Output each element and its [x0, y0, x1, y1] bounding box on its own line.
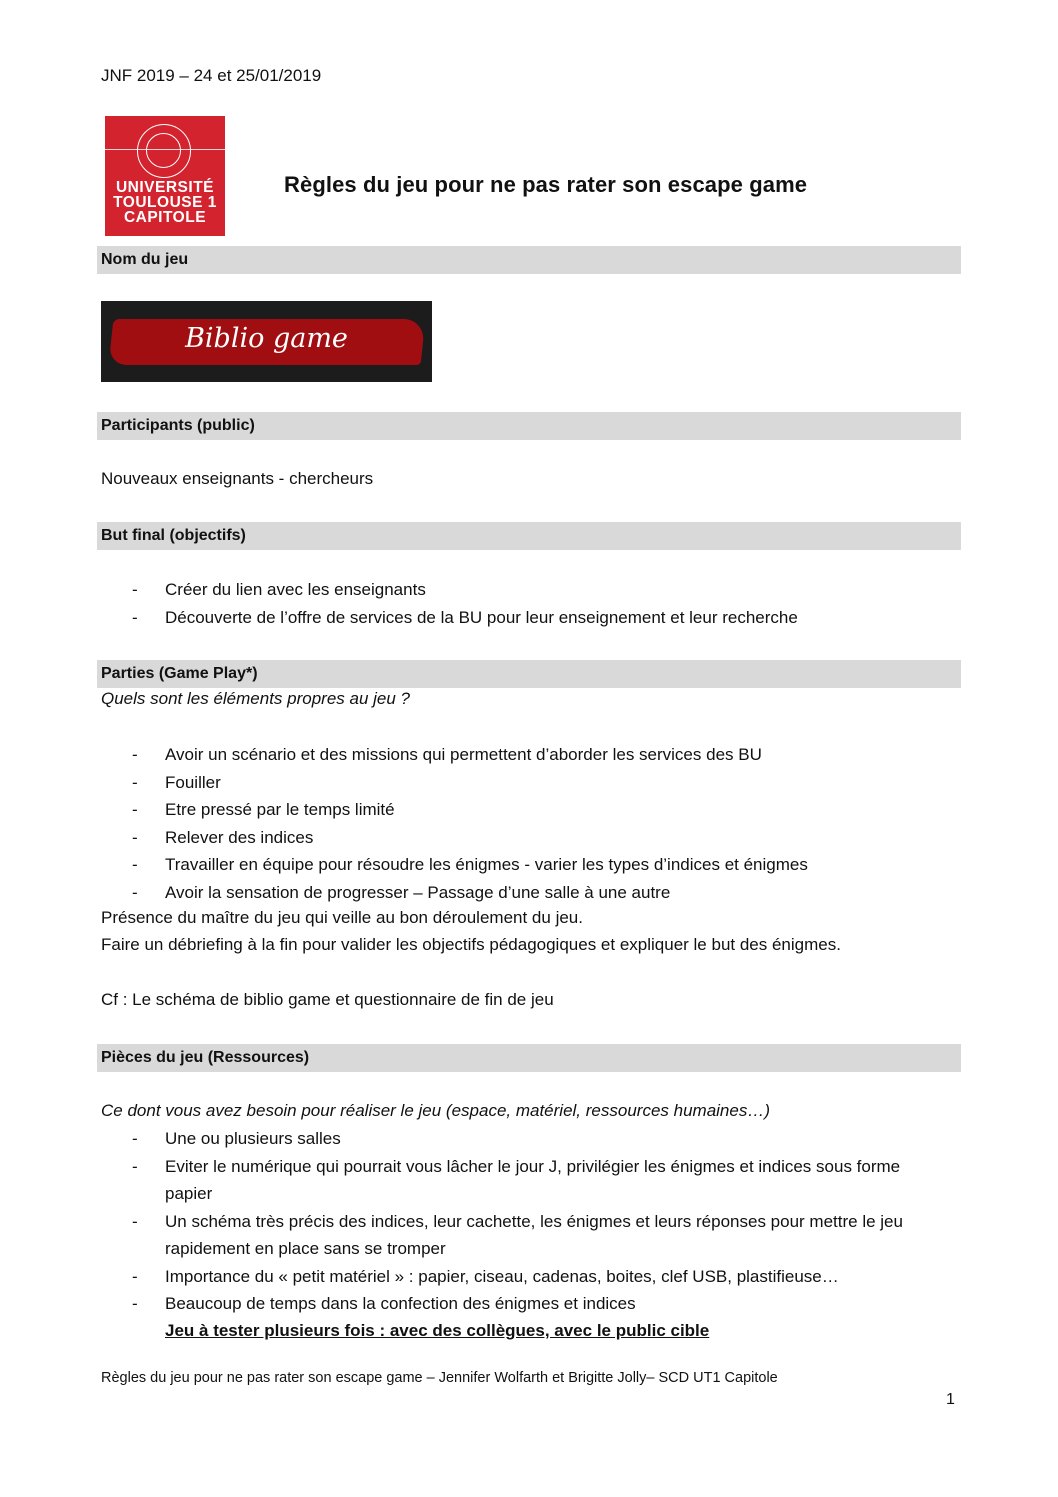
list-item: - Créer du lien avec les enseignants — [101, 576, 798, 604]
parties-paragraph-1: Présence du maître du jeu qui veille au bon déroulement du jeu. — [101, 908, 583, 927]
section-heading-label: Parties (Game Play*) — [101, 665, 258, 682]
test-note: Jeu à tester plusieurs fois : avec des collègues, avec le public cible — [165, 1321, 710, 1340]
section-heading-parties — [97, 660, 961, 688]
game-banner-image — [101, 301, 432, 382]
logo-wordmark — [105, 180, 225, 225]
list-item — [101, 604, 798, 632]
resources-list — [101, 1125, 943, 1318]
participants-text: Nouveaux enseignants - chercheurs — [101, 469, 374, 488]
objectives-list — [101, 576, 798, 631]
banner-text: Biblio game — [185, 323, 348, 354]
list-item: - Beaucoup de temps dans la confection des énigmes et indices — [101, 1290, 943, 1318]
pieces-intro: Ce dont vous avez besoin pour réaliser le jeu (espace, matériel, ressources humaines…) — [101, 1101, 770, 1120]
list-item: - Avoir la sensation de progresser – Passage d’une salle à une autre — [101, 879, 808, 907]
section-heading-label: Participants (public) — [101, 417, 255, 434]
header-date: JNF 2019 – 24 et 25/01/2019 — [101, 66, 322, 85]
list-item: - Importance du « petit matériel » : papier, ciseau, cadenas, boites, clef USB, plastifieuse… — [101, 1263, 943, 1291]
list-item-text: Découverte de l’offre de services de la BU pour leur enseignement et leur recherche — [165, 607, 798, 627]
list-item: - Fouiller — [101, 769, 808, 797]
list-item: - Travailler en équipe pour résoudre les énigmes - varier les types d’indices et énigmes — [101, 851, 808, 879]
section-heading-pieces — [97, 1044, 961, 1072]
section-heading-label: Nom du jeu — [101, 251, 189, 268]
list-item: - Un schéma très précis des indices, leur cachette, les énigmes et leurs réponses pour mettre le jeu rapidement en place sans se tromper — [101, 1208, 943, 1263]
page-number: 1 — [946, 1391, 955, 1408]
list-item: - Eviter le numérique qui pourrait vous lâcher le jour J, privilégier les énigmes et indices sous forme papier — [101, 1153, 943, 1208]
parties-paragraph-2: Faire un débriefing à la fin pour valider les objectifs pédagogiques et expliquer le but des énigmes. — [101, 935, 841, 954]
logo-line-3: CAPITOLE — [123, 209, 207, 226]
parties-question: Quels sont les éléments propres au jeu ? — [101, 689, 411, 708]
gameplay-list — [101, 741, 808, 906]
seal-icon — [137, 124, 191, 178]
page-footer: Règles du jeu pour ne pas rater son escape game – Jennifer Wolfarth et Brigitte Jolly– SCD UT1 Capitole — [101, 1370, 778, 1386]
section-heading-label: But final (objectifs) — [101, 527, 246, 544]
list-item: - Relever des indices — [101, 824, 808, 852]
section-heading-participants — [97, 412, 961, 440]
list-item: - Une ou plusieurs salles — [101, 1125, 943, 1153]
section-heading-label: Pièces du jeu (Ressources) — [101, 1049, 310, 1066]
list-item: - Avoir un scénario et des missions qui permettent d’aborder les services des BU — [101, 741, 808, 769]
page-title: Règles du jeu pour ne pas rater son escape game — [284, 172, 808, 197]
parties-cf-note: Cf : Le schéma de biblio game et questionnaire de fin de jeu — [101, 990, 554, 1009]
section-heading-nom — [97, 246, 961, 274]
logo-line-2: TOULOUSE 1 — [113, 194, 217, 211]
university-logo — [105, 116, 225, 236]
list-item: - Etre pressé par le temps limité — [101, 796, 808, 824]
section-heading-but — [97, 522, 961, 550]
logo-line-1: UNIVERSITÉ — [115, 179, 214, 196]
